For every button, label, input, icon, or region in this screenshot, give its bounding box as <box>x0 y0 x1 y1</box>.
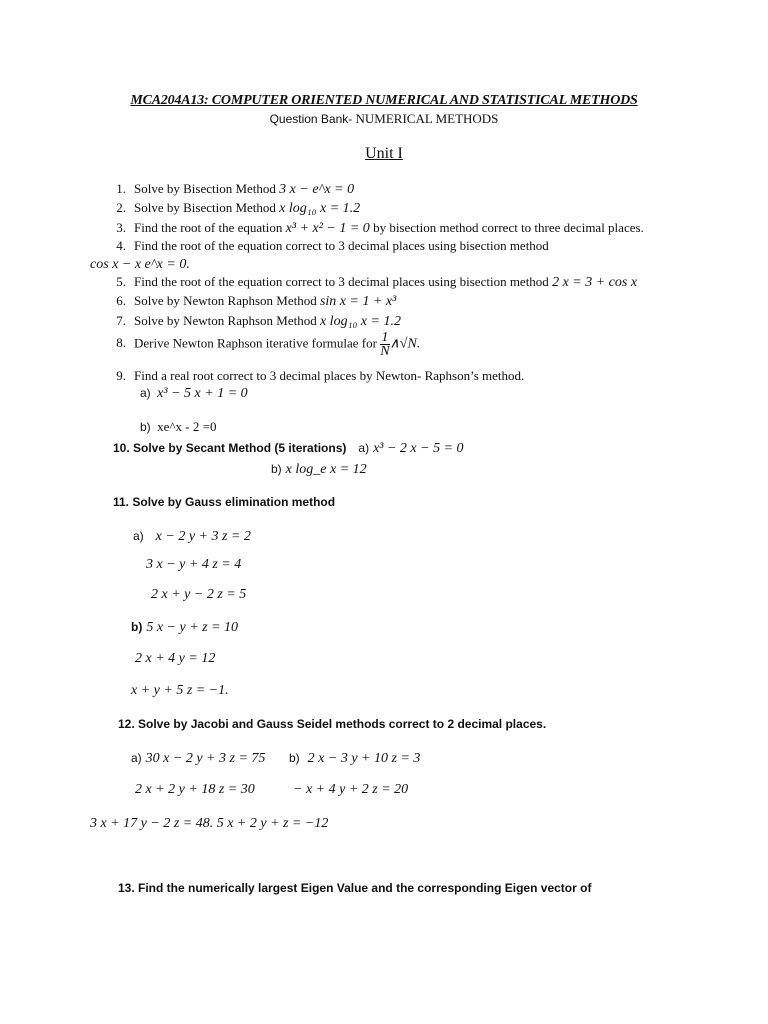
subtitle-rest: NUMERICAL METHODS <box>352 111 499 126</box>
question-2: 2. Solve by Bisection Method x log₁₀ x = 1.2 <box>116 200 361 216</box>
question-12b: b) 2 x − 3 y + 10 z = 3 <box>289 751 421 766</box>
question-12: 12. Solve by Jacobi and Gauss Seidel methods correct to 2 decimal places. <box>118 717 547 731</box>
equation: xe^x - 2 =0 <box>157 419 217 434</box>
equation: sin x = 1 + x³ <box>319 294 397 309</box>
equation: x log₁₀ x = 1.2 <box>319 314 401 329</box>
equation: x³ − 2 x − 5 = 0 <box>373 441 464 456</box>
equation: 2 x − 3 y + 10 z = 3 <box>307 751 421 766</box>
equation: 2 x = 3 + cos x <box>552 275 638 290</box>
question-6: 6. Solve by Newton Raphson Method sin x = 1 + x³ <box>116 293 397 309</box>
equation: − x + 4 y + 2 z = 20 <box>293 782 409 797</box>
question-9a: a) x³ − 5 x + 1 = 0 <box>140 386 248 401</box>
equation: 30 x − 2 y + 3 z = 75 <box>145 751 266 766</box>
equation: x log₁₀ x = 1.2 <box>279 201 361 216</box>
equation: x + y + 5 z = −1. <box>131 683 229 698</box>
subtitle-prefix: Question Bank- <box>269 112 353 126</box>
equation: cos x − x e^x = 0. <box>90 257 190 272</box>
question-1: 1. Solve by Bisection Method 3 x − e^x = 0 <box>116 181 355 197</box>
equation: 2 x + 2 y + 18 z = 30 <box>135 782 255 797</box>
unit-heading: Unit I <box>365 145 403 162</box>
equation: 2 x + y − 2 z = 5 <box>151 587 247 602</box>
equation: x log_e x = 12 <box>285 462 367 477</box>
question-8: 8. Derive Newton Raphson iterative formulae for $\frac{1}{N}$ ∧√N. <box>116 330 421 359</box>
fraction: $\frac{1}{N}$ <box>380 330 390 359</box>
question-7: 7. Solve by Newton Raphson Method x log₁₀ x = 1.2 <box>116 313 401 329</box>
equation: 2 x + 4 y = 12 <box>135 651 216 666</box>
equation: 5 x − y + z = 10 <box>146 620 239 635</box>
equation: x³ + x² − 1 = 0 <box>285 221 370 236</box>
question-5: 5. Find the root of the equation correct to 3 decimal places using bisection method 2 x = 3 + cos x <box>116 274 638 290</box>
equation: x³ − 5 x + 1 = 0 <box>157 386 248 401</box>
question-4-equation <box>90 256 190 273</box>
question-3: 3. Find the root of the equation x³ + x² − 1 = 0 by bisection method correct to three decimal places. <box>116 220 644 236</box>
question-12a: a) 30 x − 2 y + 3 z = 75 <box>131 751 266 766</box>
question-4: 4. Find the root of the equation correct to 3 decimal places using bisection method <box>116 238 549 253</box>
question-9b: b) xe^x - 2 =0 <box>140 419 217 434</box>
equation: 3 x − y + 4 z = 4 <box>146 557 242 572</box>
equation: x − 2 y + 3 z = 2 <box>155 529 251 544</box>
equation: 3 x + 17 y − 2 z = 48. 5 x + 2 y + z = −12 <box>90 816 329 831</box>
question-10: 10. Solve by Secant Method (5 iterations) a) x³ − 2 x − 5 = 0 <box>113 441 464 456</box>
question-11: 11. Solve by Gauss elimination method <box>113 495 336 509</box>
question-10b: b) x log_e x = 12 <box>271 462 367 477</box>
question-9: 9. Find a real root correct to 3 decimal places by Newton- Raphson’s method. <box>116 368 525 383</box>
question-11a: a) x − 2 y + 3 z = 2 <box>133 529 251 544</box>
question-13: 13. Find the numerically largest Eigen Value and the corresponding Eigen vector of <box>118 881 592 895</box>
equation: 3 x − e^x = 0 <box>279 182 355 197</box>
document-subtitle <box>0 111 768 127</box>
equation: ∧√N. <box>389 336 421 352</box>
document-title: MCA204A13: COMPUTER ORIENTED NUMERICAL AND STATISTICAL METHODS <box>130 93 638 108</box>
question-11b: b) 5 x − y + z = 10 <box>131 620 239 635</box>
